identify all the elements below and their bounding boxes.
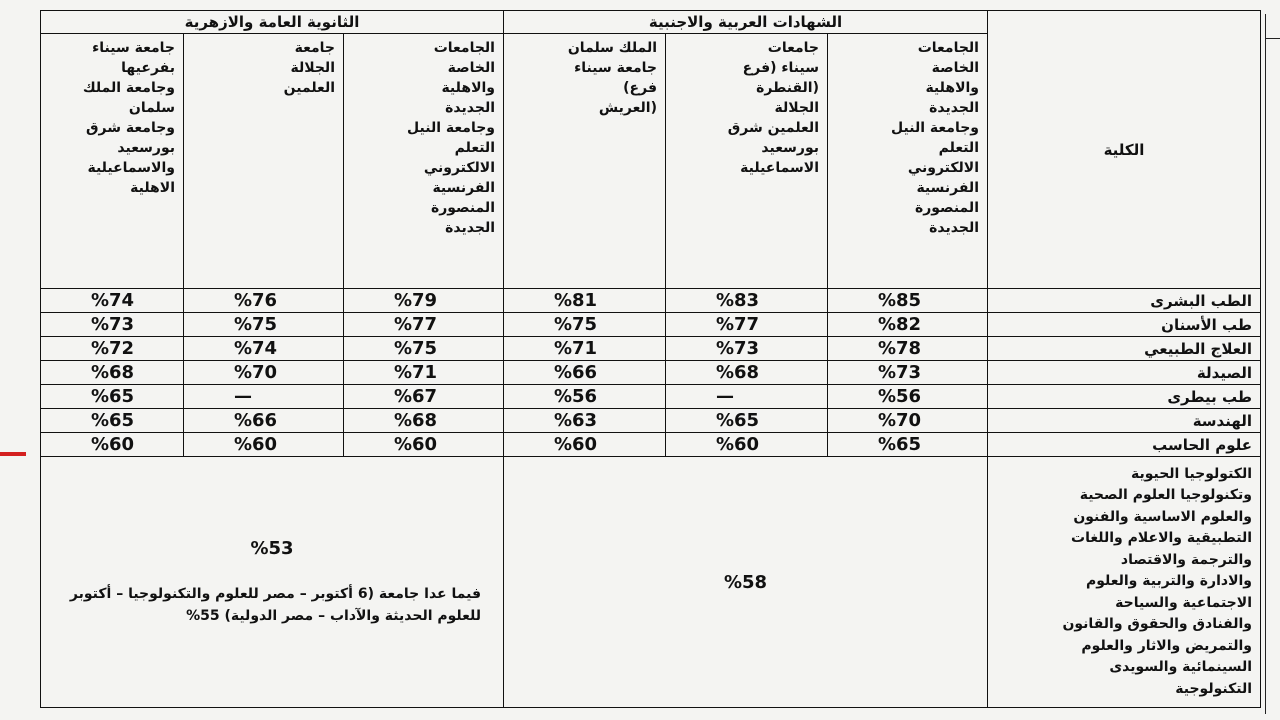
percentage-cell: —: [666, 385, 828, 409]
percentage-cell: %82: [828, 313, 988, 337]
red-edge-mark: [0, 452, 26, 456]
percentage-cell: %65: [41, 409, 184, 433]
percentage-cell: %68: [41, 361, 184, 385]
percentage-cell: %72: [41, 337, 184, 361]
other-colleges-row: [41, 457, 1261, 708]
percentage-cell: %75: [504, 313, 666, 337]
percentage-cell: %74: [184, 337, 344, 361]
college-name-cell: علوم الحاسب: [988, 433, 1261, 457]
general-other-percentage: %53: [250, 537, 294, 559]
percentage-cell: %71: [504, 337, 666, 361]
college-list-line: التكنولوجية: [1175, 680, 1252, 697]
percentage-cell: %67: [344, 385, 504, 409]
adjacent-table-edge: [1265, 14, 1280, 714]
college-name-cell: الطب البشرى: [988, 289, 1261, 313]
percentage-cell: %77: [666, 313, 828, 337]
subheader-sinai-salman-portsaid: جامعة سيناء بفرعيها وجامعة الملك سلمان وجامعة شرق بورسعيد والاسماعيلية الاهلية: [41, 34, 184, 289]
percentage-cell: %70: [184, 361, 344, 385]
foreign-other-percentage: %58: [504, 457, 988, 708]
percentage-cell: %68: [666, 361, 828, 385]
college-list-line: والترجمة والاقتصاد: [1120, 551, 1252, 568]
college-list-line: التطبيقية والاعلام واللغات: [1071, 530, 1252, 547]
percentage-cell: %65: [666, 409, 828, 433]
subheader-private-national-foreign: الجامعات الخاصة والاهلية الجديدة وجامعة النيل التعلم الالكتروني الفرنسية المنصورة الجديدة: [828, 34, 988, 289]
college-name-cell: الهندسة: [988, 409, 1261, 433]
percentage-cell: %66: [504, 361, 666, 385]
subheader-salman-sinai-arish: الملك سلمان جامعة سيناء (فرع العريش): [504, 34, 666, 289]
percentage-cell: %78: [828, 337, 988, 361]
subheader-private-national: الجامعات الخاصة والاهلية الجديدة وجامعة النيل التعلم الالكتروني الفرنسية المنصورة الجديدة: [344, 34, 504, 289]
college-name-cell: طب بيطرى: [988, 385, 1261, 409]
percentage-cell: —: [184, 385, 344, 409]
percentage-cell: %75: [344, 337, 504, 361]
college-list-line: السينمائية والسويدى: [1109, 659, 1252, 676]
percentage-cell: %60: [344, 433, 504, 457]
percentage-cell: %81: [504, 289, 666, 313]
table-row: [41, 433, 1261, 457]
percentage-cell: %85: [828, 289, 988, 313]
percentage-cell: %77: [344, 313, 504, 337]
table-row: [41, 313, 1261, 337]
college-list-line: والعلوم الاساسية والفنون: [1073, 508, 1252, 525]
percentage-cell: %73: [828, 361, 988, 385]
percentage-cell: %56: [828, 385, 988, 409]
college-list-line: الاجتماعية والسياحة: [1115, 594, 1252, 611]
percentage-cell: %75: [184, 313, 344, 337]
college-list-line: والفنادق والحقوق والقانون: [1062, 616, 1252, 633]
percentage-cell: %73: [41, 313, 184, 337]
other-colleges-list: [988, 457, 1261, 708]
percentage-cell: %68: [344, 409, 504, 433]
percentage-cell: %60: [504, 433, 666, 457]
college-name-cell: الصيدلة: [988, 361, 1261, 385]
percentage-cell: %76: [184, 289, 344, 313]
college-list-line: والادارة والتربية والعلوم: [1085, 573, 1252, 590]
subheader-sinai-qantara-galala: جامعات سيناء (فرع القنطرة) الجلالة العلمين شرق بورسعيد الاسماعيلية: [666, 34, 828, 289]
percentage-cell: %73: [666, 337, 828, 361]
general-other-colleges-cell: [41, 457, 504, 708]
percentage-cell: %79: [344, 289, 504, 313]
table-row: [41, 385, 1261, 409]
college-list-line: والتمريض والاثار والعلوم: [1081, 637, 1252, 654]
college-list-line: الكتولوجيا الحيوية: [1130, 465, 1252, 482]
percentage-cell: %56: [504, 385, 666, 409]
general-secondary-header: الثانوية العامة والازهرية: [41, 11, 504, 34]
percentage-cell: %63: [504, 409, 666, 433]
percentage-cell: %83: [666, 289, 828, 313]
foreign-certificates-header: الشهادات العربية والاجنبية: [504, 11, 988, 34]
table-row: [41, 361, 1261, 385]
table-row: [41, 337, 1261, 361]
general-exception-note: فيما عدا جامعة (6 أكتوبر – مصر للعلوم والتكنولوجيا – أكتوبر للعلوم الحديثة والآداب – مصر الدولية) 55%: [69, 585, 481, 624]
percentage-cell: %60: [184, 433, 344, 457]
college-column-header: الكلية: [988, 11, 1261, 289]
admission-percentages-table: [40, 10, 1261, 708]
percentage-cell: %71: [344, 361, 504, 385]
percentage-cell: %65: [41, 385, 184, 409]
percentage-cell: %66: [184, 409, 344, 433]
subheader-galala-alamein: جامعة الجلالة العلمين: [184, 34, 344, 289]
group-header-row: [41, 11, 1261, 34]
percentage-cell: %74: [41, 289, 184, 313]
table-row: [41, 289, 1261, 313]
percentage-cell: %60: [666, 433, 828, 457]
college-list-line: وتكنولوجيا العلوم الصحية: [1079, 487, 1252, 504]
table-row: [41, 409, 1261, 433]
percentage-cell: %65: [828, 433, 988, 457]
college-name-cell: العلاج الطبيعي: [988, 337, 1261, 361]
percentage-cell: %70: [828, 409, 988, 433]
percentage-cell: %60: [41, 433, 184, 457]
college-name-cell: طب الأسنان: [988, 313, 1261, 337]
